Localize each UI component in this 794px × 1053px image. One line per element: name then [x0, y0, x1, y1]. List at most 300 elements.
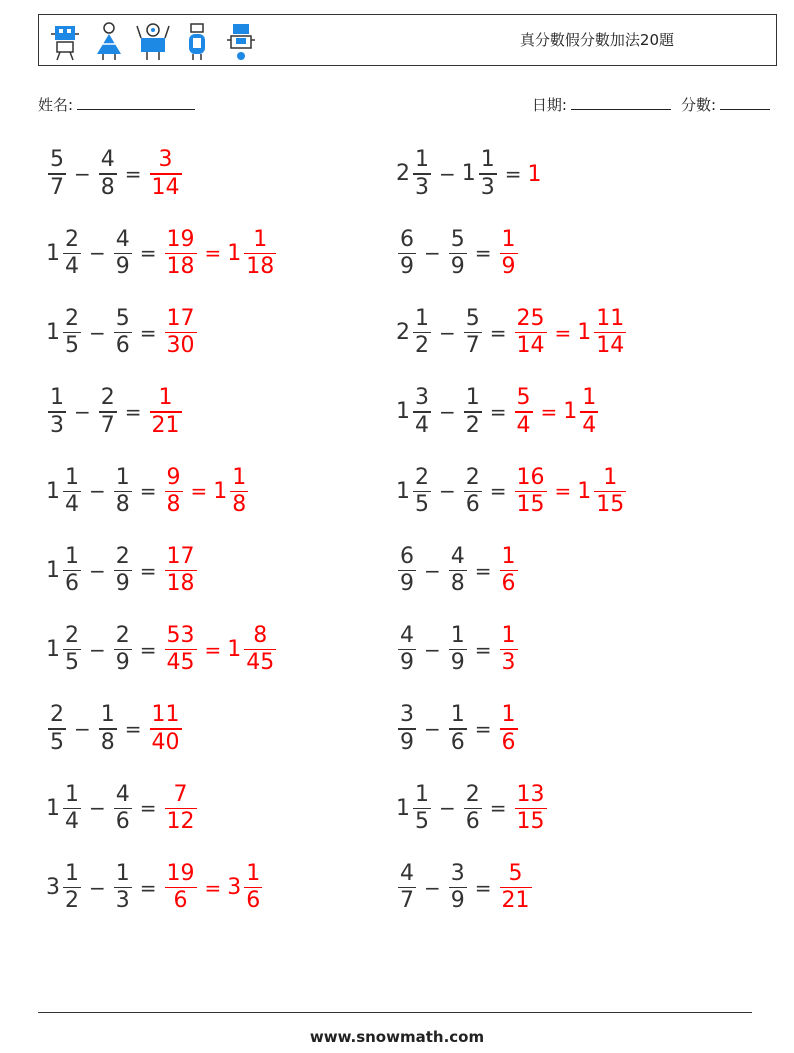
equals-sign: =	[204, 875, 222, 900]
minus-sign: −	[89, 796, 106, 821]
fraction	[515, 782, 547, 835]
minus-sign: −	[89, 479, 106, 504]
problem-item	[396, 618, 520, 682]
minus-sign: −	[439, 479, 456, 504]
operand-a	[396, 306, 433, 359]
equals-sign: =	[204, 637, 222, 662]
equals-sign: =	[540, 399, 558, 424]
fraction	[580, 385, 598, 438]
problem-item	[46, 221, 278, 285]
operand-a	[46, 544, 83, 597]
fraction	[165, 782, 197, 835]
denominator: 18	[246, 253, 275, 279]
minus-sign: −	[424, 637, 441, 662]
problem-item	[46, 459, 250, 523]
problem-item	[46, 380, 184, 444]
whole-number: 1	[577, 478, 592, 504]
denominator: 18	[166, 253, 195, 279]
fraction	[63, 544, 81, 597]
fraction	[165, 306, 197, 359]
fraction	[63, 227, 81, 280]
whole-number: 1	[563, 399, 578, 425]
fraction	[413, 306, 431, 359]
operand-a	[46, 306, 83, 359]
denominator: 9	[400, 650, 414, 676]
answer	[498, 861, 534, 914]
numerator: 2	[50, 702, 64, 728]
fraction	[230, 465, 248, 518]
whole-number: 1	[396, 795, 410, 821]
answer-value	[163, 306, 199, 359]
problem-item	[396, 221, 520, 285]
fraction	[48, 147, 66, 200]
answer	[163, 623, 279, 676]
denominator: 4	[415, 412, 429, 438]
fraction	[114, 623, 132, 676]
minus-sign: −	[74, 717, 91, 742]
answer-mixed	[213, 465, 250, 518]
fraction	[244, 227, 276, 280]
fraction	[114, 782, 132, 835]
fraction	[63, 465, 81, 518]
operand-b	[447, 544, 469, 597]
answer-value	[528, 162, 543, 187]
numerator: 53	[166, 623, 195, 649]
operand-b	[462, 782, 484, 835]
fraction	[114, 861, 132, 914]
numerator: 3	[158, 147, 173, 173]
denominator: 21	[501, 888, 530, 914]
minus-sign: −	[74, 162, 91, 186]
numerator: 2	[100, 385, 115, 411]
operand-b	[462, 147, 499, 200]
whole-number: 3	[227, 875, 242, 901]
equals-sign: =	[190, 479, 208, 504]
equals-sign: =	[124, 717, 142, 742]
fraction	[114, 544, 132, 597]
answer-value	[163, 465, 185, 518]
answer	[498, 544, 520, 597]
answer-value	[163, 544, 199, 597]
operand-b	[462, 465, 484, 518]
whole-number: 2	[396, 320, 410, 346]
denominator: 9	[450, 253, 465, 279]
problem-item	[46, 697, 184, 761]
problem-item	[46, 856, 264, 920]
fraction	[413, 385, 431, 438]
problem-item	[46, 776, 199, 840]
equals-sign: =	[489, 796, 507, 821]
denominator: 7	[465, 333, 480, 359]
minus-sign: −	[439, 796, 456, 821]
fraction	[500, 702, 518, 755]
denominator: 14	[516, 333, 545, 359]
fraction	[244, 861, 262, 914]
operand-b	[447, 861, 469, 914]
fraction	[114, 306, 132, 359]
answer	[163, 782, 199, 835]
numerator: 3	[400, 702, 414, 728]
whole-number: 1	[46, 478, 60, 504]
denominator: 9	[501, 253, 516, 279]
equals-sign: =	[139, 241, 157, 266]
equals-sign: =	[124, 162, 142, 186]
operand-b	[112, 861, 134, 914]
problem-item	[396, 697, 520, 761]
operand-b	[462, 385, 484, 438]
equals-sign: =	[139, 479, 157, 504]
fraction	[99, 385, 117, 438]
denominator: 5	[65, 333, 79, 359]
fraction	[165, 465, 183, 518]
equals-sign: =	[554, 320, 572, 345]
numerator: 4	[400, 623, 414, 649]
answer-value	[148, 702, 184, 755]
problem-item	[46, 618, 278, 682]
whole-number: 1	[461, 161, 476, 187]
whole-number: 1	[396, 399, 410, 425]
whole-number: 1	[46, 240, 60, 266]
numerator: 1	[65, 781, 79, 807]
answer	[498, 702, 520, 755]
numerator: 1	[465, 385, 480, 411]
answer	[163, 465, 251, 518]
problem-item	[46, 301, 199, 365]
denominator: 3	[50, 412, 64, 438]
robot-icon	[223, 20, 259, 62]
minus-sign: −	[424, 717, 441, 742]
denominator: 6	[115, 333, 130, 359]
score-line[interactable]	[720, 95, 770, 110]
denominator: 4	[516, 412, 531, 438]
problem-item	[46, 539, 199, 603]
answer-mixed	[563, 385, 600, 438]
denominator: 3	[115, 888, 130, 914]
numerator: 1	[65, 861, 79, 887]
numerator: 8	[253, 623, 268, 649]
fraction	[165, 227, 197, 280]
footer-divider	[38, 1012, 752, 1013]
fraction	[63, 306, 81, 359]
equals-sign: =	[554, 479, 572, 504]
denominator: 15	[596, 491, 625, 517]
operand-a	[396, 782, 433, 835]
denominator: 21	[151, 412, 180, 438]
fraction	[398, 227, 416, 280]
denominator: 7	[400, 888, 414, 914]
answer	[528, 162, 543, 187]
fraction	[398, 702, 416, 755]
denominator: 6	[501, 729, 516, 755]
answer	[148, 147, 184, 200]
denominator: 6	[501, 571, 516, 597]
answer-value	[498, 227, 520, 280]
operand-a	[46, 147, 68, 200]
problem-item	[396, 776, 549, 840]
answer-value	[163, 782, 199, 835]
numerator: 1	[100, 702, 115, 728]
operand-b	[112, 782, 134, 835]
numerator: 1	[253, 226, 268, 252]
header-box	[38, 14, 777, 66]
numerator: 17	[166, 543, 195, 569]
numerator: 19	[166, 861, 195, 887]
denominator: 3	[415, 174, 429, 200]
operand-b	[112, 465, 134, 518]
numerator: 11	[151, 702, 180, 728]
operand-a	[396, 544, 418, 597]
numerator: 1	[501, 623, 516, 649]
denominator: 9	[115, 571, 130, 597]
problem-item	[396, 380, 600, 444]
name-line[interactable]	[77, 95, 195, 110]
minus-sign: −	[424, 875, 441, 900]
operand-a	[396, 861, 418, 914]
operand-a	[46, 861, 83, 914]
minus-sign: −	[89, 320, 106, 345]
denominator: 40	[151, 729, 180, 755]
denominator: 5	[415, 809, 429, 835]
minus-sign: −	[439, 320, 456, 345]
numerator: 2	[115, 623, 130, 649]
answer	[163, 227, 279, 280]
fraction	[500, 861, 532, 914]
numerator: 1	[50, 385, 64, 411]
numerator: 1	[232, 464, 247, 490]
date-label: 日期:	[531, 96, 567, 114]
denominator: 5	[65, 650, 79, 676]
numerator: 1	[450, 702, 465, 728]
name-field	[38, 94, 195, 115]
numerator: 1	[501, 226, 516, 252]
numerator: 1	[480, 147, 495, 173]
operand-b	[112, 227, 134, 280]
robot-icons	[47, 20, 259, 62]
answer-value	[513, 782, 549, 835]
denominator: 30	[166, 333, 195, 359]
answer	[163, 544, 199, 597]
equals-sign: =	[474, 558, 492, 583]
numerator: 1	[415, 781, 429, 807]
answer-value	[513, 385, 535, 438]
answer-mixed	[577, 306, 628, 359]
numerator: 1	[603, 464, 618, 490]
answer-value	[498, 702, 520, 755]
fraction	[150, 702, 182, 755]
denominator: 4	[65, 253, 79, 279]
numerator: 2	[65, 226, 79, 252]
fraction	[500, 623, 518, 676]
numerator: 3	[415, 385, 429, 411]
operand-b	[97, 385, 119, 438]
denominator: 3	[480, 174, 495, 200]
robot-icon	[91, 20, 127, 62]
numerator: 1	[65, 464, 79, 490]
denominator: 9	[450, 888, 465, 914]
answer	[163, 306, 199, 359]
numerator: 1	[115, 464, 130, 490]
operand-a	[396, 465, 433, 518]
numerator: 4	[450, 543, 465, 569]
answer	[148, 702, 184, 755]
fraction	[449, 702, 467, 755]
numerator: 7	[173, 781, 188, 807]
answer	[513, 385, 601, 438]
fraction	[114, 227, 132, 280]
fraction	[515, 306, 547, 359]
whole-number: 1	[396, 478, 410, 504]
numerator: 5	[115, 305, 130, 331]
fraction	[99, 147, 117, 200]
numerator: 17	[166, 305, 195, 331]
answer-value	[498, 861, 534, 914]
whole-number: 1	[227, 637, 242, 663]
minus-sign: −	[89, 875, 106, 900]
operand-b	[112, 623, 134, 676]
answer	[513, 306, 629, 359]
operand-a	[396, 385, 433, 438]
operand-b	[97, 147, 119, 200]
fraction	[464, 782, 482, 835]
numerator: 2	[65, 623, 79, 649]
fraction	[150, 385, 182, 438]
denominator: 15	[516, 809, 545, 835]
denominator: 3	[501, 650, 516, 676]
numerator: 2	[465, 781, 480, 807]
numerator: 2	[465, 464, 480, 490]
denominator: 2	[415, 333, 429, 359]
operand-b	[462, 306, 484, 359]
minus-sign: −	[439, 162, 456, 186]
numerator: 5	[508, 861, 523, 887]
operand-b	[97, 702, 119, 755]
operand-a	[46, 227, 83, 280]
answer	[163, 861, 265, 914]
whole-number: 1	[527, 161, 542, 187]
equals-sign: =	[474, 241, 492, 266]
answer	[498, 227, 520, 280]
numerator: 5	[50, 147, 64, 173]
problem-item	[396, 459, 628, 523]
fraction	[464, 385, 482, 438]
whole-number: 3	[46, 875, 60, 901]
minus-sign: −	[74, 399, 91, 424]
numerator: 1	[115, 861, 130, 887]
numerator: 1	[582, 385, 597, 411]
denominator: 8	[232, 491, 247, 517]
operand-a	[46, 623, 83, 676]
numerator: 4	[115, 781, 130, 807]
equals-sign: =	[474, 717, 492, 742]
operand-a	[46, 465, 83, 518]
answer-value	[163, 227, 199, 280]
answer-value	[513, 465, 549, 518]
answer-value	[498, 544, 520, 597]
numerator: 4	[400, 861, 414, 887]
denominator: 12	[166, 809, 195, 835]
date-score-fields	[532, 94, 770, 115]
equals-sign: =	[474, 875, 492, 900]
numerator: 1	[415, 305, 429, 331]
fraction	[515, 385, 533, 438]
fraction	[500, 544, 518, 597]
numerator: 1	[415, 147, 429, 173]
denominator: 9	[400, 571, 414, 597]
answer	[513, 465, 629, 518]
equals-sign: =	[139, 320, 157, 345]
numerator: 5	[465, 305, 480, 331]
fraction	[63, 861, 81, 914]
name-label: 姓名:	[38, 96, 74, 114]
robot-icon	[135, 20, 171, 62]
denominator: 9	[115, 253, 130, 279]
equals-sign: =	[204, 241, 222, 266]
problem-item	[396, 301, 628, 365]
numerator: 1	[450, 623, 465, 649]
answer-mixed	[227, 227, 278, 280]
answer-mixed	[227, 623, 278, 676]
answer	[498, 623, 520, 676]
operand-a	[396, 702, 418, 755]
denominator: 8	[100, 174, 115, 200]
operand-a	[396, 623, 418, 676]
numerator: 2	[115, 543, 130, 569]
denominator: 7	[50, 174, 64, 200]
denominator: 4	[582, 412, 597, 438]
numerator: 3	[450, 861, 465, 887]
whole-number: 1	[46, 320, 60, 346]
operand-a	[46, 385, 68, 438]
denominator: 4	[65, 809, 79, 835]
fraction	[464, 465, 482, 518]
denominator: 4	[65, 491, 79, 517]
fraction	[515, 465, 547, 518]
robot-icon	[47, 20, 83, 62]
operand-b	[447, 702, 469, 755]
denominator: 6	[450, 729, 465, 755]
fraction	[449, 544, 467, 597]
problem-item	[396, 142, 543, 206]
operand-b	[112, 306, 134, 359]
equals-sign: =	[139, 637, 157, 662]
date-line[interactable]	[571, 95, 671, 110]
fraction	[48, 385, 66, 438]
numerator: 2	[415, 464, 429, 490]
numerator: 6	[400, 543, 414, 569]
problem-item	[396, 856, 534, 920]
denominator: 9	[450, 650, 465, 676]
numerator: 25	[516, 305, 545, 331]
denominator: 45	[166, 650, 195, 676]
fraction	[500, 227, 518, 280]
minus-sign: −	[89, 558, 106, 583]
fraction	[594, 465, 626, 518]
fraction	[449, 227, 467, 280]
fraction	[413, 465, 431, 518]
fraction	[479, 147, 497, 200]
numerator: 1	[65, 543, 79, 569]
answer-value	[148, 147, 184, 200]
fraction	[150, 147, 182, 200]
answer	[513, 782, 549, 835]
answer-value	[148, 385, 184, 438]
denominator: 5	[50, 729, 64, 755]
denominator: 18	[166, 571, 195, 597]
footer-url: www.snowmath.com	[309, 1028, 485, 1046]
fraction	[413, 147, 431, 200]
fraction	[63, 782, 81, 835]
fraction	[63, 623, 81, 676]
